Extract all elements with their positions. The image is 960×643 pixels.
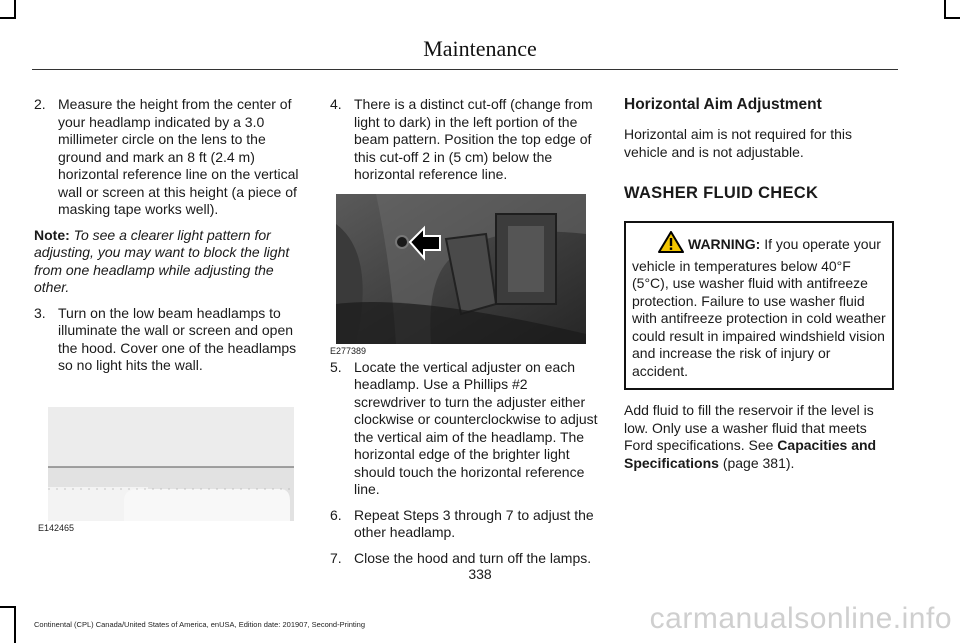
crop-mark [944, 17, 960, 19]
figure-wall-pattern [34, 397, 306, 562]
section-heading-washer-fluid: WASHER FLUID CHECK [624, 184, 819, 202]
crop-mark [14, 0, 16, 18]
footer-edition: Continental (CPL) Canada/United States of America, enUSA, Edition date: 201907, Second-Printing [34, 620, 366, 629]
step-4 [330, 96, 602, 184]
column-right [624, 96, 894, 484]
column-middle [330, 96, 602, 575]
warning-label: WARNING: [688, 236, 761, 252]
crop-mark [944, 0, 946, 18]
page-number: 338 [468, 566, 492, 582]
step-text: Locate the vertical adjuster on each headlamp. Use a Phillips #2 screwdriver to turn the adjuster either clockwise or counterclockwise to adjust the vertical aim of the headlamp. The horizontal edge of the brighter light should touch the horizontal reference line. [354, 358, 598, 497]
step-6 [330, 507, 602, 542]
watermark: carmanualsonline.info [649, 602, 952, 635]
crop-mark [0, 606, 16, 608]
add-fluid-body: Add fluid to fill the reservoir if the level is low. Only use a washer fluid that meets Ford specifications. See [624, 402, 874, 453]
step-7 [330, 550, 602, 568]
step-number: 6. [330, 506, 342, 523]
step-text: Close the hood and turn off the lamps. [354, 549, 592, 566]
step-number: 3. [34, 304, 46, 321]
figure-code: E277389 [330, 345, 367, 356]
step-text: There is a distinct cut-off (change from light to dark) in the left portion of the beam pattern. Position the top edge of this cut-off 2 in (5 cm) below the horizontal reference line. [354, 96, 593, 182]
horizontal-aim-text: Horizontal aim is not required for this vehicle and is not adjustable. [624, 126, 852, 160]
step-text: Measure the height from the center of your headlamp indicated by a 3.0 millimeter circle on the lens to the ground and mark an 8 ft (2.4 m) horizontal reference line on the vertical wall or screen at this height (a piece of masking tape works well). [58, 96, 299, 217]
note-text: To see a clearer light pattern for adjusting, you may want to block the light from one headlamp while adjusting the other. [34, 226, 290, 295]
step-text: Repeat Steps 3 through 7 to adjust the other headlamp. [354, 506, 594, 540]
crop-mark [14, 606, 16, 643]
note-label: Note: [34, 226, 70, 243]
wall-pattern-illustration [34, 397, 306, 557]
headlamp-adjuster-photo [336, 194, 586, 344]
page-title: Maintenance [423, 36, 537, 61]
note [34, 227, 306, 297]
step-2 [34, 96, 306, 219]
step-text: Turn on the low beam headlamps to illuminate the wall or screen and open the hood. Cover one of the headlamps so no light hits the wall. [58, 304, 297, 373]
figure-code: E142465 [38, 522, 75, 533]
crop-mark [0, 17, 16, 19]
column-left [34, 96, 306, 561]
step-5 [330, 359, 602, 499]
warning-box [624, 221, 894, 390]
page-reference: (page 381). [722, 454, 795, 471]
capacities-link[interactable]: Capacities and Specifications [624, 437, 877, 471]
warning-text: If you operate your vehicle in temperatures below 40°F (5°C), use washer fluid with antifreeze protection. Failure to use washer fluid with antifreeze protection in cold weather could result in impaired windshield vision and increase the risk of injury or accident. [632, 236, 886, 379]
step-number: 2. [34, 96, 46, 112]
step-3 [34, 305, 306, 375]
step-number: 7. [330, 549, 342, 566]
step-number: 4. [330, 96, 342, 112]
section-heading-horizontal-aim: Horizontal Aim Adjustment [624, 96, 822, 113]
step-number: 5. [330, 358, 342, 375]
figure-headlamp-adjuster [330, 194, 602, 359]
warning-icon [658, 231, 684, 258]
add-fluid-text [624, 402, 894, 472]
header-divider [32, 69, 898, 70]
